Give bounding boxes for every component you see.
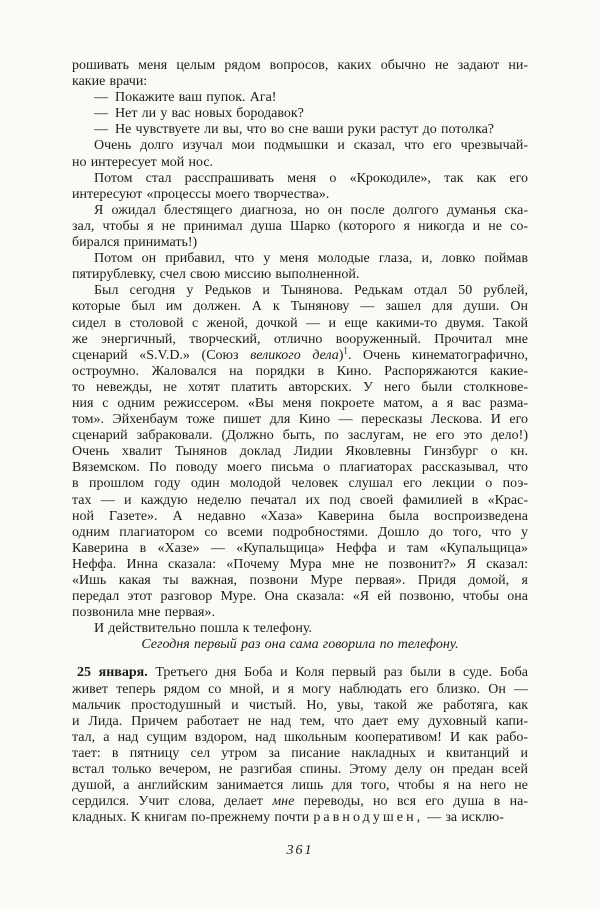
text-line: Я ожидал блестящего диагноза, но он после долгого думанья ска- (94, 202, 528, 218)
text-line: Каверина в «Хазе» — «Купальщица» Неффа и там «Купальщица» (72, 540, 528, 556)
dialogue-line-2 (72, 106, 528, 122)
text-line: тах — и каждую неделю печатал их под своей фамилией в «Крас- (72, 492, 528, 508)
para-continuation (72, 58, 528, 90)
footnote-marker: 1 (343, 345, 348, 356)
text-line: Вяземском. По поводу моего письма о плагиаторах рассказывал, что (72, 460, 528, 476)
dialogue-line-1 (72, 90, 528, 106)
text-line: мальчик простодушный и чистый. Но, увы, такой же работяга, как (72, 697, 528, 713)
text-line: Был сегодня у Редьков и Тынянова. Редькам отдал 50 рублей, (94, 283, 528, 299)
text-line: «Ишь какая ты важная, позвони Муре первая». Придя домой, я (72, 573, 528, 588)
text-line: зал, чтобы я не принимал душа Шарко (которого я никогда и не со- (72, 218, 528, 234)
text-line: сидел в столовой с женой, дочкой — и еще какими-то двумя. Такой (72, 315, 528, 331)
text-line: остроумно. Жаловался на порядки в Кино. Распоряжаются какие- (72, 363, 528, 379)
text-line: которые был им должен. А к Тынянову — зашел для души. Он (72, 299, 528, 315)
text-line: Очень долго изучал мои подмышки и сказал, что его чрезвычай- (94, 138, 528, 154)
text-line: тает: в пятницу сел утром за писание накладных и квитанций и (72, 745, 528, 761)
text-line: Сегодня первый раз она сама говорила по телефону. (141, 637, 459, 653)
text-line: кладных. К книгам по-прежнему почти равнодушен, — за исклю- (72, 810, 504, 826)
text-line: сценарий «S.V.D.» (Союз великого дела)$^1$. Очень кинематографично, (72, 345, 528, 363)
text-line: рошивать меня целым рядом вопросов, каких обычно не задают ни- (72, 58, 528, 73)
text-line: и Лида. Причем работает не над тем, что дает ему духовный капи- (72, 713, 528, 729)
para (72, 203, 528, 251)
text-segment: великого дела (250, 347, 339, 363)
text-line: ния с одним режиссером. «Вы меня покроете матом, а я вас разма- (72, 395, 528, 411)
text-line: то невежды, не хотят платить авторских. У него были столкнове- (72, 379, 528, 395)
text-line: передал этот разговор Муре. Она сказала: «Я ей позвоню, чтобы она (72, 589, 528, 605)
para (72, 138, 528, 170)
text-segment: мне (272, 794, 295, 810)
text-line: живет теперь рядом со мной, и я могу наблюдать его близко. Он — (72, 681, 528, 697)
text-line: — Покажите ваш пупок. Ага! (94, 90, 277, 106)
text-line: 25 января. Третьего дня Боба и Коля первый раз были в суде. Боба (77, 665, 528, 681)
para (72, 283, 528, 621)
text-line: пятирублевку, счел свою миссию выполненной. (72, 267, 360, 283)
text-line: но интересует мой нос. (72, 154, 214, 170)
text-line: сердился. Учит слова, делает мне переводы, но вся его душа в на- (72, 794, 528, 810)
text-line: встал только вечером, не разгибая спины. Этому делу он предан всей (72, 762, 528, 778)
text-line: И действительно пошла к телефону. (94, 621, 313, 637)
text-line: же энергичный, творческий, отлично вооруженный. Прочитал мне (72, 331, 528, 347)
text-segment: 25 января. (77, 665, 148, 681)
text-line: в прошлом году один молодой человек слушал его лекции о поэ- (72, 476, 528, 492)
text-line: Потом он прибавил, что у меня молодые глаза, и, ловко поймав (94, 251, 528, 267)
text-line: тал, а над сущим вздором, над школьным кооперативом! И как рабо- (72, 729, 528, 745)
text-line: одним плагиатором со всеми подробностями. Дошло до того, что у (72, 524, 528, 540)
text-line: Неффа. Инна сказала: «Почему Мура мне не позвонит?» Я сказал: (72, 556, 528, 572)
page-text (72, 58, 528, 826)
text-line: ной Газете». А недавно «Хаза» Каверина была воспроизведена (72, 508, 528, 524)
text-segment: равнодушен (313, 810, 417, 826)
text-line: — Не чувствуете ли вы, что во сне ваши руки растут до потолка? (94, 122, 495, 138)
text-line: позвонила мне первая». (72, 605, 215, 621)
text-line: Потом стал расспрашивать меня о «Крокодиле», так как его (94, 170, 528, 186)
text-line: Очень хвалит Тынянов доклад Лидии Яковлевны Гинзбург о кн. (72, 444, 528, 460)
text-line: какие врачи: (72, 74, 148, 90)
para (72, 621, 528, 637)
page-number: 361 (286, 843, 314, 859)
text-line: сценарий забраковали. (Должно быть, по заслугам, не его это дело!) (72, 428, 528, 444)
text-line: бирался принимать!) (72, 235, 198, 251)
para (72, 171, 528, 203)
text-line: — Нет ли у вас новых бородавок? (94, 106, 304, 122)
entry-25-january (72, 665, 528, 826)
dialogue-line-3 (72, 122, 528, 138)
text-line: интересуют «процессы моего творчества». (72, 186, 330, 202)
para (72, 251, 528, 283)
text-line: том». Эйхенбаум тоже пишет для Кино — пересказы Лескова. И его (72, 412, 528, 428)
text-line: душой, а английским занимается лишь для того, чтобы я на него не (72, 778, 528, 794)
para-centered-italic (72, 637, 528, 653)
